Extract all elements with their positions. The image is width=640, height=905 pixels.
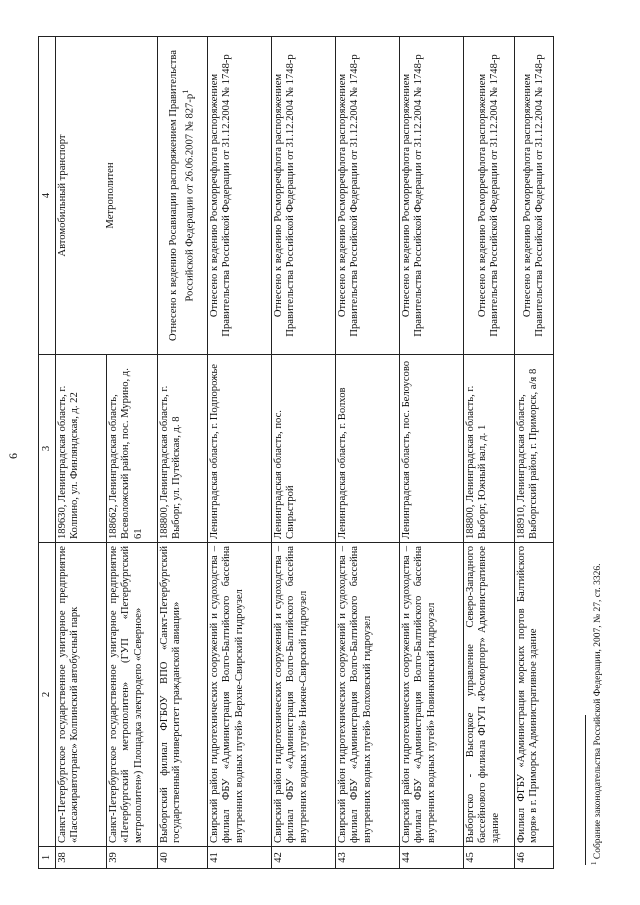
facility-name: Выборгско - Высоцкое управление Северо-Западного бассейнового филиала ФГУП «Росморпорт» Административное здание	[464, 543, 515, 847]
facility-address: 188800, Ленинградская область, г. Выборг, Южный вал, д. 1	[464, 355, 515, 543]
facility-address: Ленинградская область, г. Подпорожье	[208, 355, 272, 543]
table-row	[400, 37, 464, 869]
table-row	[464, 37, 515, 869]
table-row	[515, 37, 554, 869]
row-number: 40	[158, 847, 208, 869]
row-number: 46	[515, 847, 554, 869]
page-number: 6	[6, 453, 20, 459]
footnote-ref: 1	[180, 89, 191, 94]
facility-name: Выборгский филиал ФГБОУ ВПО «Санкт-Петербургский государственный университет гражданской авиации»	[158, 543, 208, 847]
header-col-2: 2	[39, 543, 56, 847]
header-col-4: 4	[39, 37, 56, 355]
table-row	[56, 37, 107, 869]
facility-name: Свирский район гидротехнических сооружений и судоходства – филиал ФБУ «Администрация Волго-Балтийского бассейна внутренних водных путей» Верхне-Свирский гидроузел	[208, 543, 272, 847]
transport-type-metro: Метрополитен	[105, 162, 116, 229]
header-col-1: 1	[39, 847, 56, 869]
transport-type-auto: Автомобильный транспорт	[57, 134, 68, 257]
header-col-3: 3	[39, 355, 56, 543]
footnote	[590, 563, 603, 865]
row-number: 45	[464, 847, 515, 869]
jurisdiction-note: Отнесено к ведению Росморречфлота распоряжением Правительства Российской Федерации от 31.12.2004 № 1748-р	[400, 37, 464, 355]
row-number: 43	[336, 847, 400, 869]
table-header-row	[39, 37, 56, 869]
jurisdiction-note	[158, 37, 208, 355]
facility-address: Ленинградская область, пос. Белоусово	[400, 355, 464, 543]
facilities-table	[38, 36, 554, 869]
facility-address: 189630, Ленинградская область, г. Колпино, ул. Финляндская, д. 22	[56, 355, 107, 543]
row-number: 41	[208, 847, 272, 869]
jurisdiction-note: Отнесено к ведению Росморречфлота распоряжением Правительства Российской Федерации от 31.12.2004 № 1748-р	[208, 37, 272, 355]
facility-address: 188910, Ленинградская область, Выборгский район, г. Приморск, а/я 8	[515, 355, 554, 543]
table-row	[208, 37, 272, 869]
row-number: 44	[400, 847, 464, 869]
row-number: 39	[107, 847, 158, 869]
transport-type	[56, 37, 158, 355]
facility-name: Филиал ФГБУ «Администрация морских портов Балтийского моря» в г. Приморск Административное здание	[515, 543, 554, 847]
facility-name: Свирский район гидротехнических сооружений и судоходства – филиал ФБУ «Администрация Волго-Балтийского бассейна внутренних водных путей» Волховский гидроузел	[336, 543, 400, 847]
facility-address: 188662, Ленинградская область, Всеволожский район, пос. Мурино, д. 61	[107, 355, 158, 543]
jurisdiction-note: Отнесено к ведению Росморречфлота распоряжением Правительства Российской Федерации от 31.12.2004 № 1748-р	[515, 37, 554, 355]
facility-name: Санкт-Петербургское государственное унитарное предприятие «Петербургский метрополитен» (ГУП «Петербургский метрополитен») Площадка электродепо «Северное»	[107, 543, 158, 847]
facility-address: Ленинградская область, пос. Свирьстрой	[272, 355, 336, 543]
footnote-text: Собрание законодательства Российской Федерации, 2007, № 27, ст. 3326.	[593, 563, 604, 860]
footnote-marker: 1	[590, 861, 598, 865]
row-number: 42	[272, 847, 336, 869]
facility-address: 188800, Ленинградская область, г. Выборг, ул. Путейская, д. 8	[158, 355, 208, 543]
table-row	[272, 37, 336, 869]
facility-address: Ленинградская область, г. Волхов	[336, 355, 400, 543]
jurisdiction-note: Отнесено к ведению Росморречфлота распоряжением Правительства Российской Федерации от 31.12.2004 № 1748-р	[272, 37, 336, 355]
facility-name: Свирский район гидротехнических сооружений и судоходства – филиал ФБУ «Администрация Волго-Балтийского бассейна внутренних водных путей» Нижне-Свирский гидроузел	[272, 543, 336, 847]
facility-name: Санкт-Петербургское государственное унитарное предприятие «Пассажиравтотранс» Колпинский автобусный парк	[56, 543, 107, 847]
footnote-divider	[585, 715, 586, 865]
facility-name: Свирский район гидротехнических сооружений и судоходства – филиал ФБУ «Администрация Волго-Балтийского бассейна внутренних водных путей» Новинкинский гидроузел	[400, 543, 464, 847]
jurisdiction-note: Отнесено к ведению Росморречфлота распоряжением Правительства Российской Федерации от 31.12.2004 № 1748-р	[336, 37, 400, 355]
table-row	[336, 37, 400, 869]
jurisdiction-note: Отнесено к ведению Росморречфлота распоряжением Правительства Российской Федерации от 31.12.2004 № 1748-р	[464, 37, 515, 355]
jurisdiction-text: Отнесено к ведению Росавиации распоряжением Правительства Российской Федерации от 26.06.2007 № 827-р	[167, 50, 196, 341]
table-row	[158, 37, 208, 869]
row-number: 38	[56, 847, 107, 869]
